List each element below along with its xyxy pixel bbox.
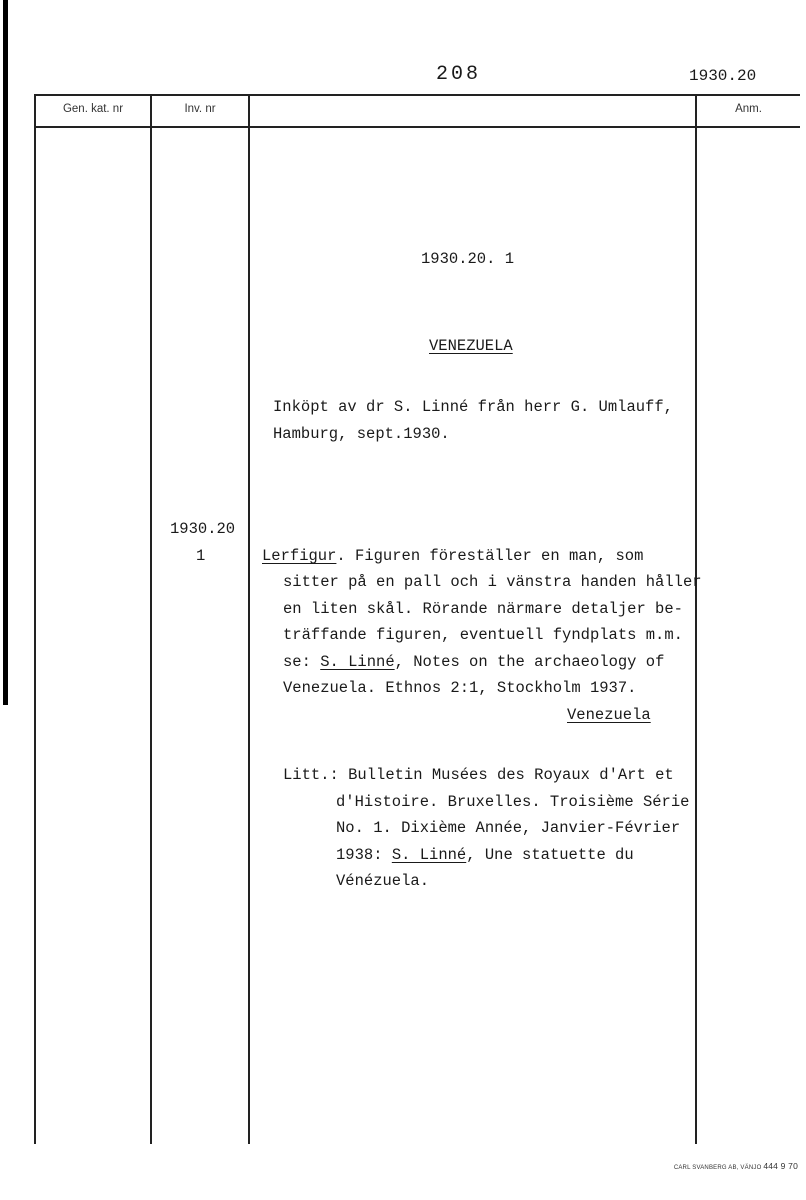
description-line: en liten skål. Rörande närmare detaljer be- <box>283 600 683 618</box>
acquisition-line: Hamburg, sept.1930. <box>273 425 450 443</box>
description-line: Lerfigur. Figuren föreställer en man, som <box>262 547 644 565</box>
literature-line: Vénézuela. <box>336 872 430 890</box>
column-label-anm: Anm. <box>735 103 762 115</box>
form-code: 444 9 70 <box>763 1161 798 1171</box>
column-label-gen-kat: Gen. kat. nr <box>62 103 124 115</box>
literature-line: 1938: S. Linné, Une statuette du <box>336 846 634 864</box>
object-type: Lerfigur <box>262 547 337 565</box>
literature-author: S. Linné <box>391 846 467 864</box>
margin-bar <box>3 0 8 705</box>
column-divider-inv-desc <box>248 94 250 1144</box>
column-label-inv: Inv. nr <box>184 103 216 115</box>
inventory-number: 1930.20 <box>170 520 236 538</box>
catalog-number: 1930.20 <box>689 67 757 85</box>
description-line: sitter på en pall och i vänstra handen håller <box>283 573 702 591</box>
literature-line: Litt.: Bulletin Musées des Royaux d'Art et <box>283 766 674 784</box>
table-left-border <box>34 94 36 1144</box>
literature-line: d'Histoire. Bruxelles. Troisième Série <box>336 793 690 811</box>
region-label: Venezuela <box>567 706 651 724</box>
column-divider-gen-inv <box>150 94 152 1144</box>
description-line: Venezuela. Ethnos 2:1, Stockholm 1937. <box>283 679 637 697</box>
country-heading: VENEZUELA <box>429 337 513 355</box>
description-line: se: S. Linné, Notes on the archaeology of <box>283 653 665 671</box>
table-header-rule <box>34 126 800 128</box>
table-top-rule <box>34 94 800 96</box>
inventory-subnumber: 1 <box>196 547 206 565</box>
reference-author: S. Linné <box>320 653 395 671</box>
entry-heading: 1930.20. 1 <box>421 250 515 268</box>
acquisition-line: Inköpt av dr S. Linné från herr G. Umlauff, <box>273 398 673 416</box>
column-divider-desc-anm <box>695 94 697 1144</box>
literature-line: No. 1. Dixième Année, Janvier-Février <box>336 819 681 837</box>
literature-label: Litt.: <box>283 766 339 784</box>
page-number: 208 <box>436 63 482 86</box>
description-line: träffande figuren, eventuell fyndplats m.m. <box>283 626 683 644</box>
printer-footer: CARL SVANBERG AB, VÄNJO 444 9 70 <box>673 1161 798 1171</box>
